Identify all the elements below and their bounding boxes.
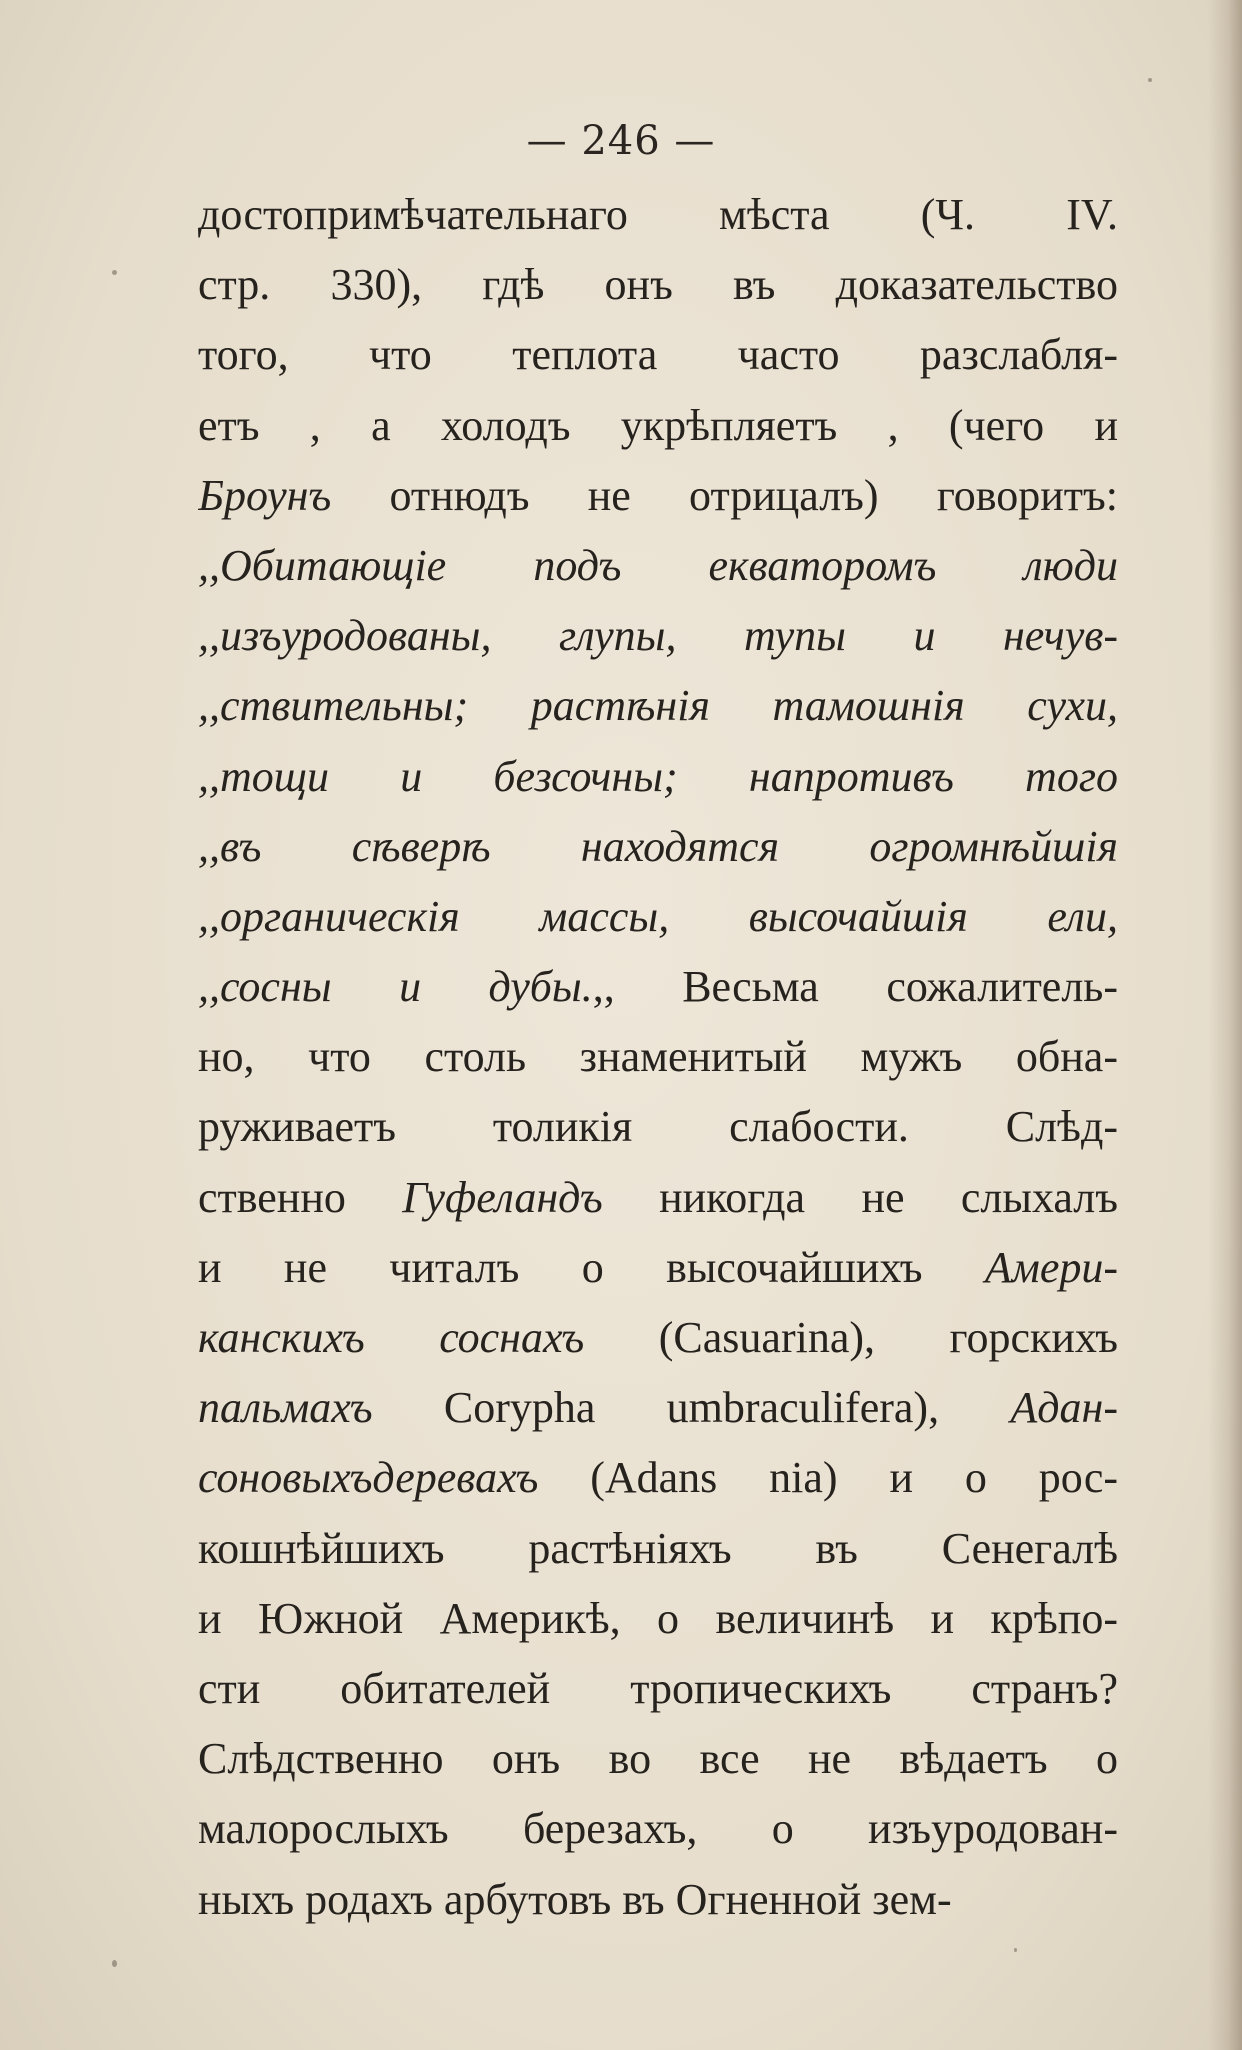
text-segment: никогда не слыхалъ (602, 1172, 1118, 1222)
text-segment: руживаетъ толикія слабости. Слѣд- (198, 1102, 1118, 1152)
text-line (198, 601, 1118, 671)
text-line (198, 1233, 1118, 1303)
italic-text-segment: Гуфеландъ (402, 1172, 603, 1222)
text-line (198, 1584, 1118, 1654)
italic-text-segment: канскихъ соснахъ (198, 1313, 585, 1362)
italic-text-segment: Броунъ (198, 470, 332, 520)
italic-text-segment: ,,изъуродованы, глупы, тупы и нечув- (198, 611, 1118, 661)
page-number: — 246 — (526, 118, 716, 164)
text-line (198, 1163, 1118, 1233)
text-segment: (Casuarina), горскихъ (584, 1313, 1118, 1362)
text-segment: достопримѣчательнаго мѣста (Ч. IV. (198, 190, 1118, 239)
text-segment: того, что теплота часто разслабля- (198, 330, 1118, 380)
text-segment: и Южной Америкѣ, о величинѣ и крѣпо- (198, 1593, 1118, 1643)
text-segment: кошнѣйшихъ растѣніяхъ въ Сенегалѣ (198, 1523, 1118, 1573)
text-line (198, 952, 1118, 1022)
text-line (198, 742, 1118, 812)
text-line (198, 1654, 1118, 1724)
italic-text-segment: ,,сосны и дубы. (198, 962, 593, 1012)
text-segment: Слѣдственно онъ во все не вѣдаетъ о (198, 1734, 1118, 1784)
text-segment: отнюдъ не отрицалъ) говоритъ: (331, 470, 1118, 520)
italic-text-segment: ,,Обитающіе подъ екваторомъ люди (198, 540, 1118, 590)
text-segment: но, что столь знаменитый мужъ обна- (198, 1032, 1118, 1082)
ink-speck (1148, 78, 1152, 82)
text-segment: малорослыхъ березахъ, о изъуродован- (198, 1804, 1118, 1854)
italic-text-segment: ,,органическія массы, высочайшія ели, (198, 891, 1118, 941)
body-text (198, 180, 1118, 1935)
text-segment: ныхъ родахъ арбутовъ въ Огненной зем- (198, 1874, 952, 1924)
text-segment: сти обитателей тропическихъ странъ? (198, 1663, 1118, 1713)
text-line (198, 671, 1118, 741)
text-segment: ственно (198, 1172, 403, 1222)
text-line (198, 1794, 1118, 1864)
italic-text-segment: ,,въ сѣверѣ находятся огромнѣйшія (198, 821, 1118, 871)
text-segment: (Adans nia) и о рос- (538, 1453, 1118, 1503)
text-line (198, 250, 1118, 320)
text-segment: Corypha umbraculifera), (372, 1383, 1011, 1433)
italic-text-segment: соновыхъдеревахъ (198, 1453, 539, 1503)
text-line (198, 1514, 1118, 1584)
text-line (198, 461, 1118, 531)
text-line (198, 812, 1118, 882)
italic-text-segment: ,,ствительны; растѣнія тамошнія сухи, (198, 681, 1118, 731)
page-edge-shadow (1208, 0, 1242, 2050)
text-line (198, 1092, 1118, 1162)
italic-text-segment: Амери- (984, 1242, 1118, 1292)
text-line (198, 1373, 1118, 1443)
text-line (198, 320, 1118, 390)
text-line (198, 1443, 1118, 1513)
italic-text-segment: пальмахъ (198, 1383, 373, 1433)
text-line (198, 531, 1118, 601)
text-line (198, 882, 1118, 952)
text-line (198, 1303, 1118, 1373)
text-segment: етъ , а холодъ укрѣпляетъ , (чего и (198, 400, 1118, 450)
italic-text-segment: ,,тощи и безсочны; напротивъ того (198, 751, 1118, 801)
text-segment: ,, Весьма сожалитель- (592, 962, 1118, 1012)
text-segment: стр. 330), гдѣ онъ въ доказательство (198, 260, 1118, 310)
text-line (198, 1724, 1118, 1794)
text-line (198, 1865, 1118, 1935)
text-segment: и не читалъ о высочайшихъ (198, 1242, 985, 1292)
text-line (198, 180, 1118, 250)
text-line (198, 391, 1118, 461)
ink-speck (1014, 1948, 1017, 1952)
text-line (198, 1022, 1118, 1092)
ink-speck (112, 1960, 117, 1967)
italic-text-segment: Адан- (1010, 1383, 1118, 1433)
ink-speck (112, 270, 117, 275)
